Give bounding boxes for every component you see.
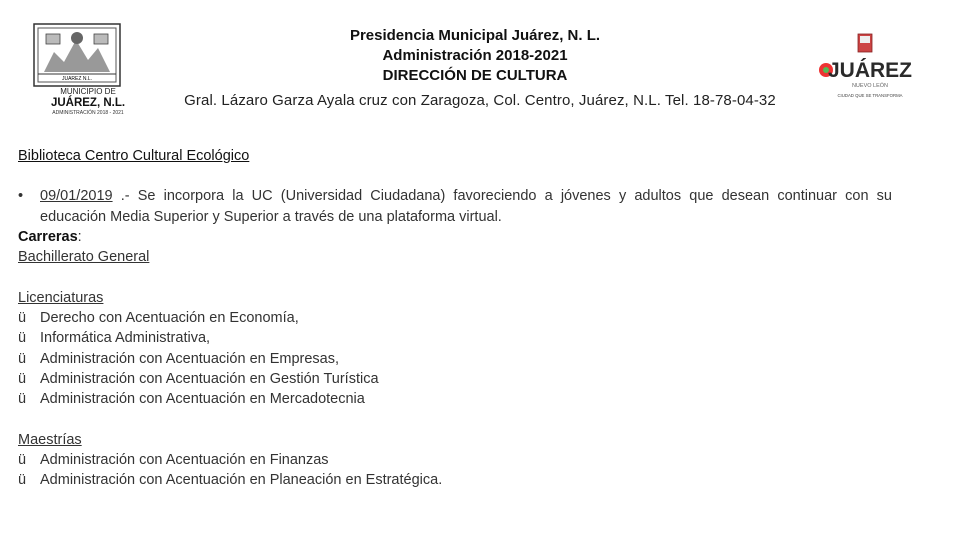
svg-text:ADMINISTRACIÓN 2018 - 2021: ADMINISTRACIÓN 2018 - 2021 [52, 110, 124, 116]
header-line-2: Administración 2018-2021 [382, 47, 568, 64]
juarez-brand-icon [814, 30, 914, 106]
list-item-text: Administración con Acentuación en Gestión Turística [40, 370, 379, 387]
list-item [18, 349, 892, 369]
header-line-3: DIRECCIÓN DE CULTURA [382, 67, 568, 84]
check-icon: ü [18, 310, 27, 327]
list-item [18, 369, 892, 389]
carreras-colon: : [77, 228, 82, 245]
list-item [18, 450, 892, 470]
list-item-text: Administración con Acentuación en Empresas, [40, 350, 340, 367]
list-item [18, 328, 892, 348]
bullet-icon: • [18, 188, 24, 205]
check-icon: ü [18, 452, 27, 469]
header-line-1: Presidencia Municipal Juárez, N. L. [349, 27, 601, 44]
main-content [18, 146, 892, 491]
list-item-text: Administración con Acentuación en Planeación en Estratégica. [40, 472, 443, 489]
check-icon: ü [18, 350, 27, 367]
bullet-description: .- Se incorpora la UC (Universidad Ciudadana) favoreciendo a jóvenes y adultos que desean continuar con su educación Media Superior y Superior a través de una plataforma virtual. [40, 188, 892, 225]
maestrias-label: Maestrías [18, 431, 82, 448]
check-icon: ü [18, 472, 27, 489]
svg-text:JUÁREZ: JUÁREZ [827, 59, 913, 82]
bullet-text [40, 186, 892, 227]
check-icon: ü [18, 391, 27, 408]
header-address: Gral. Lázaro Garza Ayala cruz con Zaragoza, Col. Centro, Juárez, N.L. Tel. 18-78-04-32 [184, 92, 776, 109]
svg-text:JUÁREZ, N.L.: JUÁREZ, N.L. [50, 97, 126, 109]
list-item [18, 389, 892, 409]
section-title: Biblioteca Centro Cultural Ecológico [18, 148, 250, 164]
svg-text:JUAREZ N.L.: JUAREZ N.L. [61, 76, 93, 82]
list-item [18, 308, 892, 328]
carreras-heading [18, 227, 892, 247]
check-icon: ü [18, 370, 27, 387]
check-icon: ü [18, 330, 27, 347]
svg-text:MUNICIPIO DE: MUNICIPIO DE [60, 87, 116, 96]
licenciaturas-label: Licenciaturas [18, 289, 104, 306]
svg-text:NUEVO LEÓN: NUEVO LEÓN [851, 83, 889, 89]
list-item-text: Administración con Acentuación en Finanzas [40, 452, 329, 469]
bullet-item [18, 186, 892, 227]
svg-text:CIUDAD QUE SE TRANSFORMA: CIUDAD QUE SE TRANSFORMA [837, 93, 903, 98]
bullet-date: 09/01/2019 [40, 188, 113, 205]
carreras-label: Carreras [18, 228, 78, 245]
list-item [18, 470, 892, 490]
bachillerato-label: Bachillerato General [18, 249, 150, 266]
list-item-text: Informática Administrativa, [40, 330, 211, 347]
list-item-text: Administración con Acentuación en Mercadotecnia [40, 391, 365, 408]
list-item-text: Derecho con Acentuación en Economía, [40, 310, 299, 327]
juarez-brand-logo [814, 30, 914, 106]
